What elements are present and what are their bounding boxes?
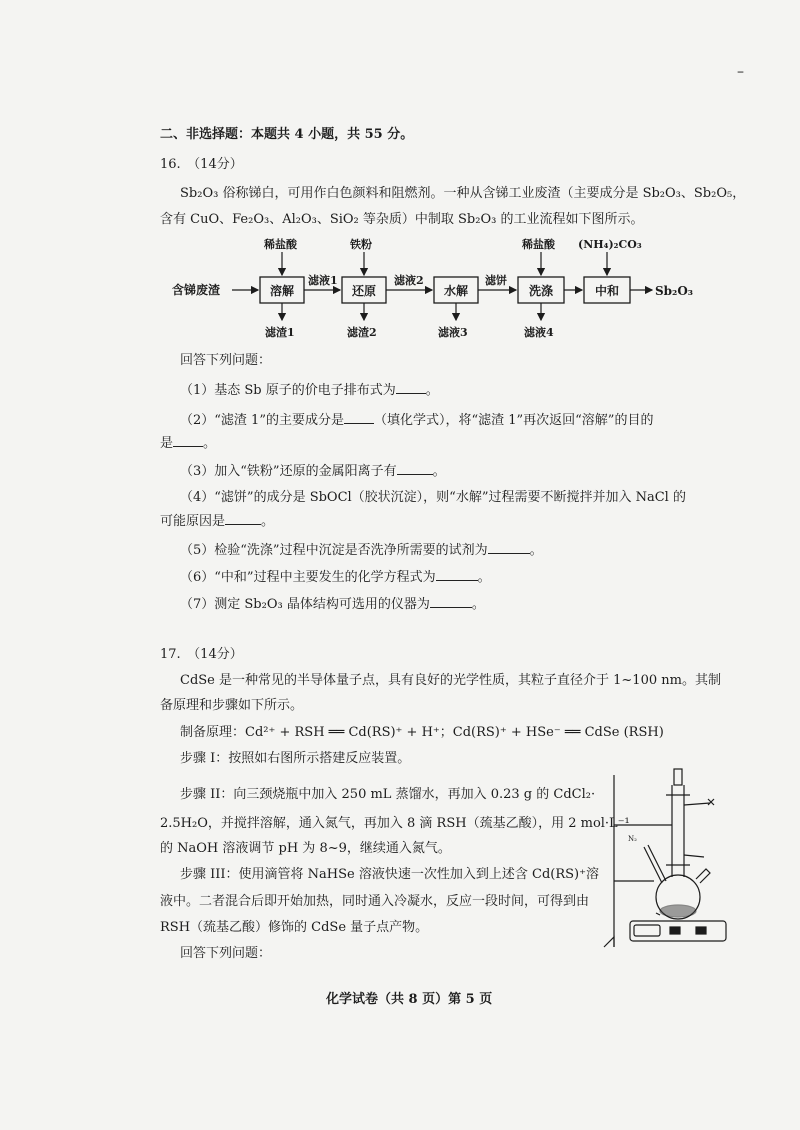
- answer-blank[interactable]: [488, 541, 530, 554]
- q16-sub3-text: （3）加入“铁粉”还原的金属阳离子有: [180, 464, 397, 479]
- q17-step2-line3: 的 NaOH 溶液调节 pH 为 8~9，继续通入氮气。: [160, 841, 451, 856]
- q16-sub6-text: （6）“中和”过程中主要发生的化学方程式为: [180, 570, 436, 585]
- flow-link-filtrate1: 滤液1: [308, 274, 338, 287]
- q17-intro-line2: 备原理和步骤如下所示。: [160, 698, 304, 713]
- flow-output-filtrate3: 滤液3: [438, 326, 468, 339]
- flow-reagent-ammonium-carbonate: (NH₄)₂CO₃: [578, 238, 642, 251]
- period: 。: [261, 514, 275, 529]
- page-footer: 化学试卷（共 8 页）第 5 页: [326, 992, 493, 1007]
- flow-step-hydrolysis: 水解: [444, 284, 469, 298]
- process-flowchart: [170, 236, 710, 346]
- answer-blank[interactable]: [173, 434, 203, 447]
- q16-intro-line1: Sb₂O₃ 俗称锑白，可用作白色颜料和阻燃剂。一种从含锑工业废渣（主要成分是 Sb₂O₃、Sb₂O₅，: [180, 186, 746, 201]
- q17-step3-line3: RSH（巯基乙酸）修饰的 CdSe 量子点产物。: [160, 920, 429, 935]
- q16-intro-line2: 含有 CuO、Fe₂O₃、Al₂O₃、SiO₂ 等杂质）中制取 Sb₂O₃ 的工业流程如下图所示。: [160, 212, 644, 227]
- q17-principle: 制备原理：Cd²⁺ + RSH ══ Cd(RS)⁺ + H⁺；Cd(RS)⁺ + HSe⁻ ══ CdSe (RSH): [180, 725, 664, 740]
- flow-end: Sb₂O₃: [655, 284, 694, 298]
- answer-blank[interactable]: [436, 568, 478, 581]
- q17-number: 17. （14分）: [160, 647, 243, 662]
- flow-reagent-hcl2: 稀盐酸: [522, 238, 555, 251]
- flow-output-residue2: 滤渣2: [347, 326, 377, 339]
- q16-sub4-text-b: 可能原因是: [160, 514, 226, 529]
- nitrogen-label: N₂: [628, 835, 637, 843]
- answer-blank[interactable]: [397, 462, 433, 475]
- section-title: 二、非选择题：本题共 4 小题，共 55 分。: [160, 127, 414, 142]
- q16-sub1: [180, 381, 439, 400]
- q16-sub4: （4）“滤饼”的成分是 SbOCl（胶状沉淀），则“水解”过程需要不断搅拌并加入 NaCl 的: [180, 490, 686, 505]
- q16-sub2-cont: [160, 434, 216, 453]
- period: 。: [477, 570, 491, 585]
- period: 。: [471, 597, 485, 612]
- flow-step-dissolve: 溶解: [270, 284, 295, 298]
- q16-sub7: [180, 595, 485, 614]
- q16-sub7-text: （7）测定 Sb₂O₃ 晶体结构可选用的仪器为: [180, 597, 430, 612]
- flow-output-residue1: 滤渣1: [265, 326, 295, 339]
- q16-prompt: 回答下列问题：: [180, 353, 272, 368]
- q17-intro-line1: CdSe 是一种常见的半导体量子点，具有良好的光学性质，其粒子直径介于 1~100 nm。其制: [180, 673, 721, 688]
- reaction-apparatus-figure: [600, 765, 740, 955]
- q16-sub2-text-a: （2）“滤渣 1”的主要成分是: [180, 413, 344, 428]
- flow-reagent-iron: 铁粉: [350, 238, 372, 251]
- answer-blank[interactable]: [225, 512, 261, 525]
- answer-blank[interactable]: [430, 595, 472, 608]
- q16-sub2-text-c: 是: [160, 436, 174, 451]
- answer-blank[interactable]: [396, 381, 426, 394]
- corner-mark: –: [737, 64, 744, 80]
- period: 。: [425, 383, 439, 398]
- q17-step2-line1: 步骤 II：向三颈烧瓶中加入 250 mL 蒸馏水，再加入 0.23 g 的 CdCl₂·: [180, 787, 596, 802]
- flow-reagent-hcl1: 稀盐酸: [264, 238, 297, 251]
- q17-step2-line2: 2.5H₂O，并搅拌溶解，通入氮气，再加入 8 滴 RSH（巯基乙酸），用 2 mol·L⁻¹: [160, 816, 630, 831]
- flow-link-filtrate2: 滤液2: [394, 274, 424, 287]
- q16-sub4-cont: [160, 512, 274, 531]
- answer-blank[interactable]: [344, 411, 374, 424]
- period: 。: [432, 464, 446, 479]
- q17-prompt: 回答下列问题：: [180, 946, 272, 961]
- flow-output-filtrate4: 滤液4: [524, 326, 554, 339]
- period: 。: [529, 543, 543, 558]
- flow-step-neutralize: 中和: [595, 284, 620, 298]
- q16-sub1-text: （1）基态 Sb 原子的价电子排布式为: [180, 383, 396, 398]
- q17-step3-line2: 液中。二者混合后即开始加热，同时通入冷凝水，反应一段时间，可得到由: [160, 894, 590, 909]
- q17-step3-line1: 步骤 III：使用滴管将 NaHSe 溶液快速一次性加入到上述含 Cd(RS)⁺溶: [180, 867, 599, 882]
- q16-sub2-text-b: （填化学式），将“滤渣 1”再次返回“溶解”的目的: [373, 413, 654, 428]
- flow-step-reduce: 还原: [352, 284, 377, 298]
- flow-start: 含锑废渣: [172, 283, 221, 297]
- q16-sub2: [180, 411, 653, 430]
- flow-step-wash: 洗涤: [529, 284, 554, 298]
- flow-link-filtercake: 滤饼: [485, 274, 507, 287]
- q17-step1: 步骤 I：按照如右图所示搭建反应装置。: [180, 751, 411, 766]
- q16-sub5-text: （5）检验“洗涤”过程中沉淀是否洗净所需要的试剂为: [180, 543, 488, 558]
- q16-sub6: [180, 568, 491, 587]
- q16-sub3: [180, 462, 446, 481]
- q16-number: 16. （14分）: [160, 157, 243, 172]
- period: 。: [203, 436, 217, 451]
- q16-sub5: [180, 541, 543, 560]
